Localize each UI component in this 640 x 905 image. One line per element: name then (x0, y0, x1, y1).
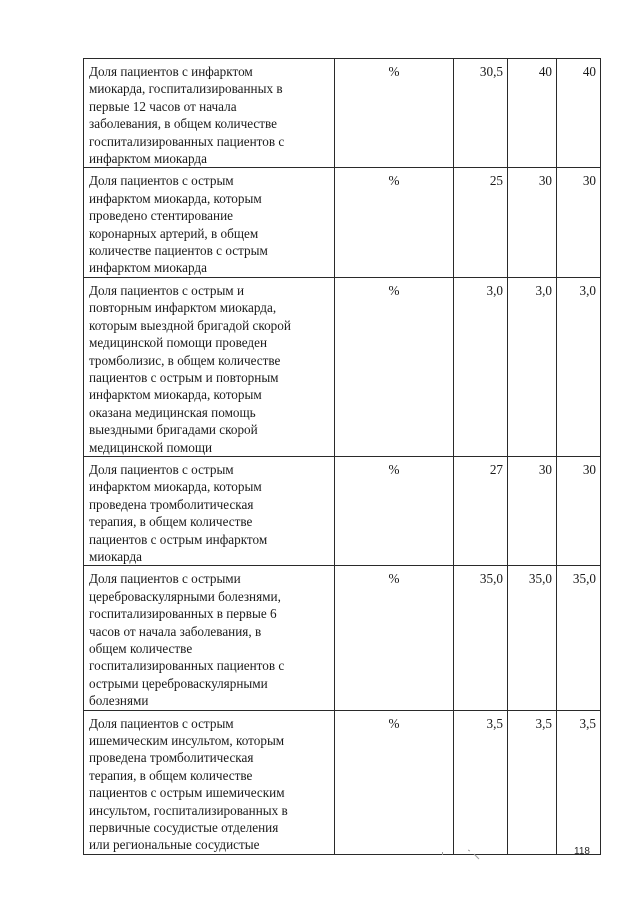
indicators-table-body (84, 59, 601, 855)
value-cell-3: 3,5 (557, 710, 601, 854)
value-cell-3: 30 (557, 456, 601, 565)
value-cell-1: 27 (454, 456, 508, 565)
value-cell-1: 30,5 (454, 59, 508, 168)
description-line: ишемическим инсультом, которым (89, 733, 285, 749)
description-line: оказана медицинская помощь (89, 404, 256, 420)
description-line: Доля пациентов с острым (89, 715, 234, 731)
indicator-description (84, 456, 335, 565)
description-line: первые 12 часов от начала (89, 98, 237, 114)
description-line: количестве пациентов с острым (89, 243, 268, 259)
table-row (84, 277, 601, 456)
value-cell-2: 3,5 (508, 710, 557, 854)
indicator-description (84, 59, 335, 168)
value-cell-2: 40 (508, 59, 557, 168)
description-line: проведена тромболитическая (89, 496, 254, 512)
description-line: заболевания, в общем количестве (89, 116, 278, 132)
description-line: пациентов с острым и повторным (89, 369, 279, 385)
unit-cell: % (335, 710, 454, 854)
description-line: проведена тромболитическая (89, 750, 254, 766)
description-line: миокарда (89, 548, 143, 564)
value-cell-1: 3,5 (454, 710, 508, 854)
description-line: госпитализированных пациентов с (89, 658, 285, 674)
unit-cell: % (335, 277, 454, 456)
description-line: выездными бригадами скорой (89, 422, 258, 438)
description-line: миокарда, госпитализированных в (89, 81, 283, 97)
unit-cell: % (335, 456, 454, 565)
description-line: инфарктом миокарда, которым (89, 387, 262, 403)
description-line: пациентов с острым ишемическим (89, 785, 285, 801)
value-cell-1: 3,0 (454, 277, 508, 456)
table-row (84, 566, 601, 710)
value-cell-2: 3,0 (508, 277, 557, 456)
value-cell-1: 35,0 (454, 566, 508, 710)
description-line: госпитализированных в первые 6 (89, 606, 277, 622)
description-line: Доля пациентов с острым (89, 173, 234, 189)
page-number: 118 (574, 846, 590, 857)
description-line: острыми цереброваскулярными (89, 675, 268, 691)
description-line: или региональные сосудистые (89, 837, 260, 853)
description-line: часов от начала заболевания, в (89, 623, 262, 639)
description-line: инфарктом миокарда, которым (89, 479, 262, 495)
description-line: Доля пациентов с острым (89, 461, 234, 477)
description-line: медицинской помощи проведен (89, 335, 268, 351)
description-line: инфарктом миокарда, которым (89, 190, 262, 206)
value-cell-2: 30 (508, 168, 557, 277)
indicator-description (84, 277, 335, 456)
value-cell-1: 25 (454, 168, 508, 277)
value-cell-3: 40 (557, 59, 601, 168)
description-line: тромболизис, в общем количестве (89, 352, 281, 368)
description-line: госпитализированных пациентов с (89, 133, 285, 149)
description-line: повторным инфарктом миокарда, (89, 300, 277, 316)
description-line: которым выездной бригадой скорой (89, 317, 291, 333)
table-row (84, 168, 601, 277)
table-row (84, 456, 601, 565)
unit-cell: % (335, 168, 454, 277)
description-line: Доля пациентов с острым и (89, 282, 245, 298)
description-line: цереброваскулярными болезнями, (89, 588, 281, 604)
unit-cell: % (335, 59, 454, 168)
value-cell-2: 30 (508, 456, 557, 565)
indicators-table (83, 58, 601, 855)
scan-mark (442, 852, 443, 855)
description-line: терапия, в общем количестве (89, 767, 253, 783)
description-line: Доля пациентов с острыми (89, 571, 241, 587)
value-cell-3: 30 (557, 168, 601, 277)
description-line: проведено стентирование (89, 208, 233, 224)
unit-cell: % (335, 566, 454, 710)
description-line: болезнями (89, 693, 149, 709)
indicator-description (84, 168, 335, 277)
value-cell-3: 35,0 (557, 566, 601, 710)
value-cell-2: 35,0 (508, 566, 557, 710)
description-line: первичные сосудистые отделения (89, 820, 279, 836)
description-line: медицинской помощи (89, 439, 213, 455)
description-line: инфарктом миокарда (89, 151, 207, 167)
description-line: пациентов с острым инфарктом (89, 531, 268, 547)
table-row (84, 710, 601, 854)
description-line: Доля пациентов с инфарктом (89, 64, 253, 79)
description-line: инфарктом миокарда (89, 260, 207, 276)
value-cell-3: 3,0 (557, 277, 601, 456)
description-line: коронарных артерий, в общем (89, 225, 259, 241)
description-line: терапия, в общем количестве (89, 514, 253, 530)
table-row (84, 59, 601, 168)
indicator-description (84, 566, 335, 710)
indicator-description (84, 710, 335, 854)
description-line: инсультом, госпитализированных в (89, 802, 288, 818)
description-line: общем количестве (89, 641, 193, 656)
